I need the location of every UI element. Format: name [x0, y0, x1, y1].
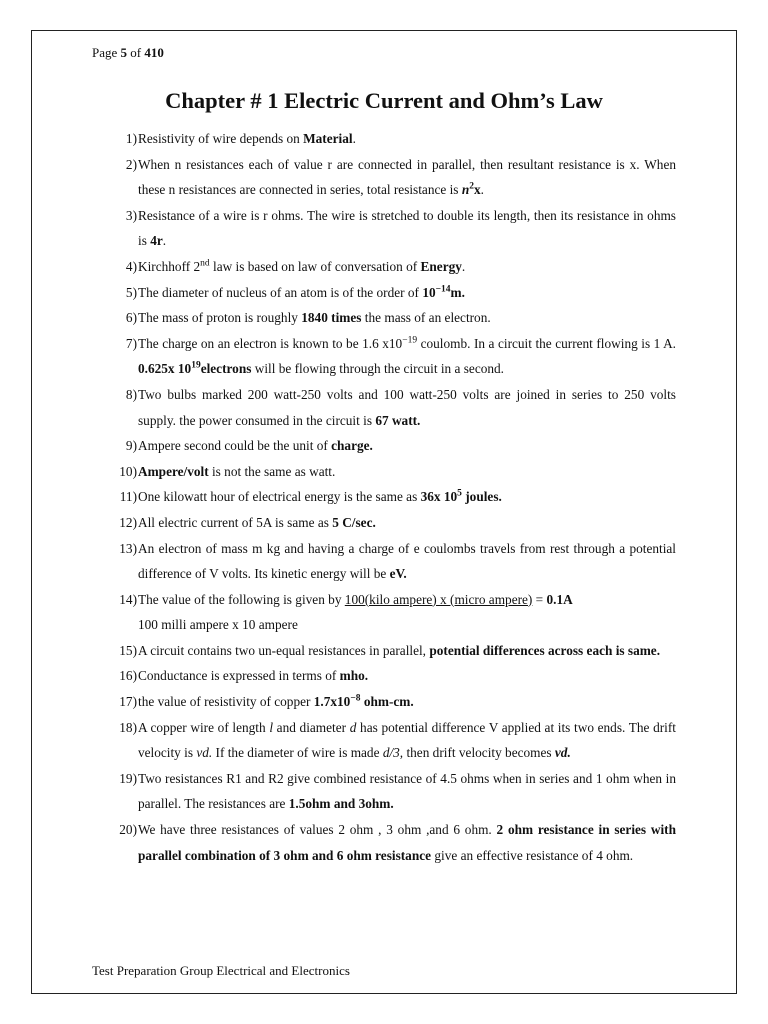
text-run: 1840 times [301, 310, 362, 326]
list-item [100, 510, 676, 536]
text-run: A copper wire of length [138, 719, 270, 735]
list-item [100, 203, 676, 254]
item-number: 9) [125, 438, 137, 454]
text-run: vd. [196, 745, 213, 761]
text-run: The charge on an electron is known to be 1.6 x10 [138, 335, 403, 351]
text-run: Two resistances R1 and R2 give combined resistance of 4.5 ohms when in series and 1 ohm when in parallel. The resistances are [138, 770, 676, 812]
total-pages: 410 [144, 45, 164, 60]
list-item [100, 254, 676, 280]
text-run: l [269, 719, 274, 735]
text-run: then drift velocity becomes [403, 745, 555, 761]
text-run: 36x 10 [420, 489, 458, 505]
item-number: 6) [125, 310, 137, 326]
text-run: will be flowing through the circuit in a second. [251, 361, 504, 377]
current-page: 5 [120, 45, 128, 60]
text-run: When n resistances each of value r are connected in parallel, then resultant resistance is x. When these n resistances are connected in series, total resistance is [138, 156, 676, 198]
text-run: = [532, 591, 544, 607]
text-run: vd. [554, 745, 571, 761]
text-run: nd [200, 258, 210, 269]
text-run: Energy [420, 258, 462, 274]
item-number: 11) [119, 489, 137, 505]
footer-text: Test Preparation Group Electrical and Electronics [92, 963, 350, 978]
list-item [100, 433, 676, 459]
item-text [138, 817, 676, 868]
item-number: 16) [119, 668, 137, 684]
list-item [100, 152, 676, 203]
text-run: give an effective resistance of 4 ohm. [431, 847, 634, 863]
text-run: . [480, 182, 484, 198]
text-run: law is based on law of conversation of [209, 258, 421, 274]
text-run: Resistance of a wire is r ohms. The wire is stretched to double its length, then its resistance in ohms is [138, 207, 676, 249]
list-item [100, 280, 676, 306]
list-item [100, 766, 676, 817]
text-run: is not the same as watt. [208, 463, 336, 479]
text-run: 100 milli ampere x 10 ampere [138, 617, 298, 633]
item-text [138, 152, 676, 203]
list-item [100, 817, 676, 868]
list-item [100, 126, 676, 152]
text-run: 2 ohm resistance in series with parallel combination of 3 ohm and 6 ohm resistance [138, 822, 676, 863]
text-run: One kilowatt hour of electrical energy is the same as [138, 489, 421, 505]
item-text [138, 587, 676, 638]
text-run: the value of resistivity of copper [138, 694, 314, 710]
item-text [138, 280, 676, 306]
page-of-label: of [127, 45, 145, 60]
text-run: potential differences across each is same. [429, 642, 661, 658]
list-item [100, 459, 676, 485]
text-run: 5 C/sec. [332, 514, 376, 530]
list-item [100, 689, 676, 715]
text-run: eV. [389, 566, 407, 582]
item-text [138, 305, 676, 331]
text-run: The value of the following is given by [138, 591, 345, 607]
question-list [100, 126, 676, 868]
text-run: The diameter of nucleus of an atom is of the order of [138, 284, 423, 300]
item-text [138, 638, 676, 664]
text-run: 19 [191, 360, 201, 371]
item-number: 20) [119, 822, 137, 838]
text-run: An electron of mass m kg and having a charge of e coulombs travels from rest through a potential difference of V volts. Its kinetic energy will be [138, 540, 676, 582]
text-run: m. [450, 284, 465, 300]
page-label: Page [92, 45, 121, 60]
text-run: 0.625x 10 [138, 361, 192, 377]
item-number: 14) [119, 591, 137, 607]
text-run: d [349, 719, 357, 735]
text-run: x [473, 182, 481, 198]
item-number: 10) [119, 463, 137, 479]
text-run: Two bulbs marked 200 watt-250 volts and 100 watt-250 volts are joined in series to 250 volts supply. the power consumed in the circuit is [138, 386, 676, 428]
text-run: . [162, 233, 167, 249]
text-run: and diameter [273, 719, 350, 735]
text-run: 1.7x10 [313, 694, 351, 710]
text-run: A circuit contains two un-equal resistances in parallel, [138, 642, 430, 658]
item-text [138, 433, 676, 459]
text-run: If the diameter of wire is made [212, 745, 383, 761]
item-number: 4) [125, 258, 137, 274]
item-text [138, 126, 676, 152]
text-run: joules. [461, 489, 502, 505]
text-run: 1.5ohm and 3ohm. [288, 796, 394, 812]
text-run: d/3, [382, 745, 404, 761]
text-run: All electric current of 5A is same as [138, 514, 333, 530]
item-text [138, 689, 676, 715]
list-item [100, 638, 676, 664]
list-item [100, 536, 676, 587]
item-text [138, 715, 676, 766]
item-number: 2) [125, 156, 137, 172]
item-number: 17) [119, 694, 137, 710]
text-run: mho. [339, 668, 369, 684]
list-item [100, 587, 676, 638]
text-run: 100(kilo ampere) x (micro ampere) [344, 591, 533, 607]
text-run: the mass of an electron. [361, 310, 491, 326]
text-run: 67 watt. [375, 412, 421, 428]
item-number: 18) [119, 719, 137, 735]
text-run: coulomb. In a circuit the current flowing is 1 A. [417, 335, 677, 351]
item-number: 12) [119, 514, 137, 530]
text-run: Ampere/volt [138, 463, 209, 479]
text-run: n [461, 182, 470, 198]
item-text [138, 484, 676, 510]
text-run: has potential difference V applied at its two ends. The drift velocity is [138, 719, 676, 761]
text-run: The mass of proton is roughly [138, 310, 302, 326]
chapter-title: Chapter # 1 Electric Current and Ohm’s Law [165, 88, 603, 113]
text-run: ohm-cm. [360, 694, 414, 710]
text-run: . [461, 258, 466, 274]
text-run: Conductance is expressed in terms of [138, 668, 340, 684]
text-run: −19 [402, 335, 418, 346]
list-item [100, 382, 676, 433]
text-run: Resistivity of wire depends on [138, 131, 304, 146]
item-text [138, 459, 676, 485]
item-text [138, 766, 676, 817]
text-run: We have three resistances of values 2 ohm , 3 ohm ,and 6 ohm. [138, 822, 497, 838]
item-number: 19) [119, 770, 137, 786]
list-item [100, 663, 676, 689]
text-run: charge. [331, 438, 373, 454]
item-number: 13) [119, 540, 137, 556]
text-run: electrons [200, 361, 252, 377]
text-run: Kirchhoff 2 [138, 258, 201, 274]
item-text [138, 536, 676, 587]
text-run: 10 [422, 284, 436, 300]
item-number: 15) [119, 642, 137, 658]
list-item [100, 305, 676, 331]
item-text [138, 510, 676, 536]
text-run: . [352, 131, 356, 146]
text-run: −8 [350, 693, 361, 704]
text-run: 2 [469, 181, 474, 192]
item-text [138, 254, 676, 280]
text-run: −14 [435, 284, 451, 295]
list-item [100, 331, 676, 382]
item-number: 8) [125, 386, 137, 402]
item-number: 7) [125, 335, 137, 351]
text-run: Ampere second could be the unit of [138, 438, 332, 454]
item-text [138, 663, 676, 689]
text-run: 5 [457, 488, 462, 499]
text-run: 0.1A [543, 591, 573, 607]
page-number [92, 45, 164, 61]
item-number: 3) [125, 207, 137, 223]
list-item [100, 715, 676, 766]
item-text [138, 382, 676, 433]
text-run: 4r [150, 233, 163, 249]
item-number: 1) [125, 131, 137, 146]
item-text [138, 331, 676, 382]
list-item [100, 484, 676, 510]
text-run: Material [303, 131, 353, 146]
item-number: 5) [125, 284, 137, 300]
item-text [138, 203, 676, 254]
